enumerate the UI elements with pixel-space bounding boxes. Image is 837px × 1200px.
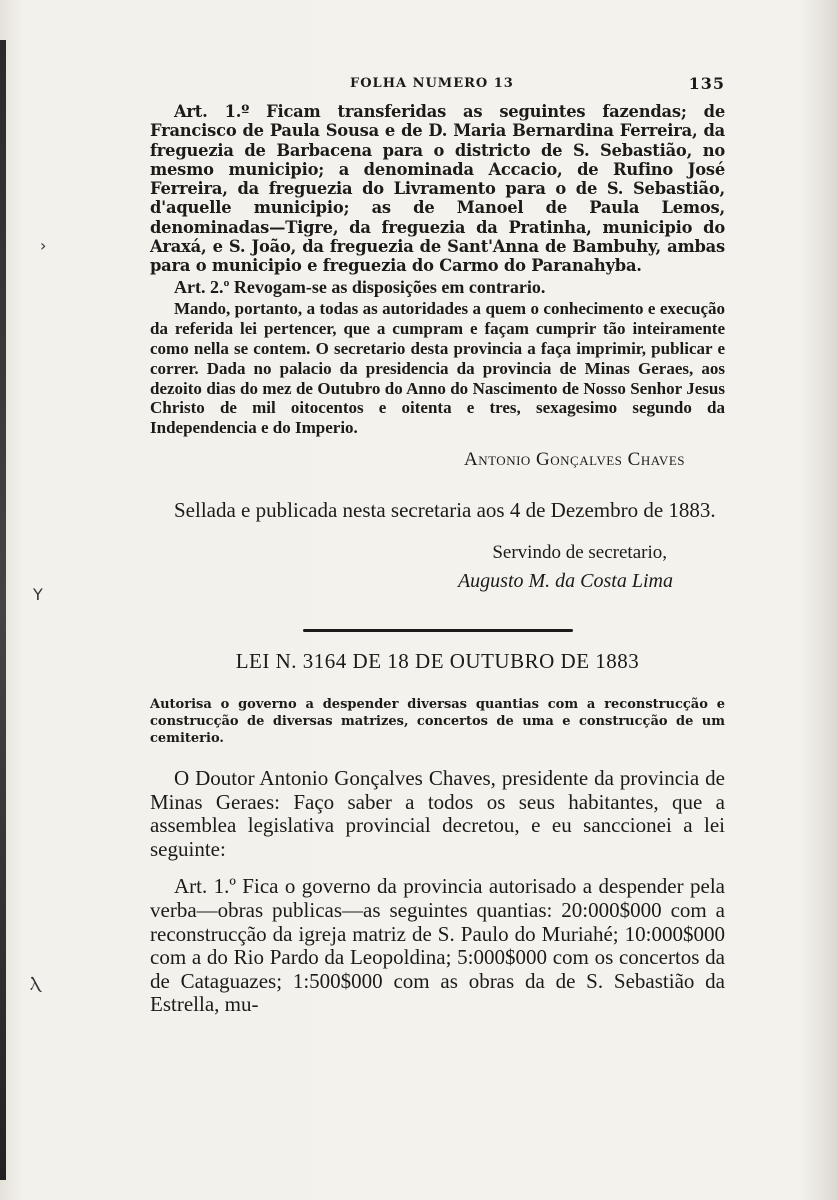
law-title: LEI N. 3164 DE 18 DE OUTUBRO DE 1883 [235, 649, 640, 674]
page-number: 135 [688, 74, 725, 93]
law-art1: Art. 1.º Fica o governo da provincia autorisado a despender pela verba—obras publicas—as seguintes quantias: 20:000$000 com a reconstrucção da igreja matriz de S. Paulo do Muriahé; 10:000$000 com a do Rio Pardo da Leopoldina; 5:000$000 com os concertos da de Cataguazes; 1:500$000 com as obras da de S. Sebastião da Estrella, mu- [150, 874, 725, 1017]
binding-edge [0, 40, 6, 1180]
text-column [150, 66, 725, 1017]
running-header [150, 66, 725, 96]
folio-title: FOLHA NUMERO 13 [350, 76, 514, 91]
signature-governor: Antonio Gonçalves Chaves [463, 449, 685, 471]
margin-mark: Ⲗ [30, 975, 41, 994]
decree-art2: Art. 2.º Revogam-se as disposições em contrario. [174, 276, 546, 297]
secretary-role: Servindo de secretario, [492, 542, 667, 564]
law-preamble: O Doutor Antonio Gonçalves Chaves, presidente da provincia de Minas Geraes: Faço saber a todos os seus habitantes, que a assemblea legislativa provincial decretou, e eu sanccionei a lei seguinte: [150, 766, 725, 861]
section-divider [303, 629, 573, 632]
margin-mark: Y [33, 585, 43, 604]
law-summary: Autorisa o governo a despender diversas quantias com a reconstrucção e construcção de diversas matrizes, concertos de uma e construcção de um cemiterio. [150, 697, 725, 747]
secretary-name: Augusto M. da Costa Lima [457, 570, 673, 593]
publication-note: Sellada e publicada nesta secretaria aos 4 de Dezembro de 1883. [174, 498, 716, 523]
decree-mando: Mando, portanto, a todas as autoridades a quem o conhecimento e execução da referida lei pertencer, que a cumpram e façam cumprir tão inteiramente como nella se contem. O secretario desta provincia a faça imprimir, publicar e correr. Dada no palacio da presidencia da provincia de Minas Geraes, aos dezoito dias do mez de Outubro do Anno do Nascimento de Nosso Senhor Jesus Christo de mil oitocentos e oitenta e tres, sexagesimo segundo da Independencia e do Imperio. [150, 299, 725, 438]
decree-art1: Art. 1.º Ficam transferidas as seguintes fazendas; de Francisco de Paula Sousa e de D. Maria Bernardina Ferreira, da freguezia de Barbacena para o districto de S. Sebastião, no mesmo municipio; a denominada Accacio, de Rufino José Ferreira, da freguezia do Livramento para o de S. Sebastião, d'aquelle municipio; as de Manoel de Paula Lemos, denominadas—Tigre, da freguezia da Pratinha, municipio do Araxá, e S. João, da freguezia de Sant'Anna de Bambuhy, ambas para o municipio e freguezia do Carmo do Paranahyba. [150, 102, 725, 276]
margin-mark: › [40, 236, 47, 255]
